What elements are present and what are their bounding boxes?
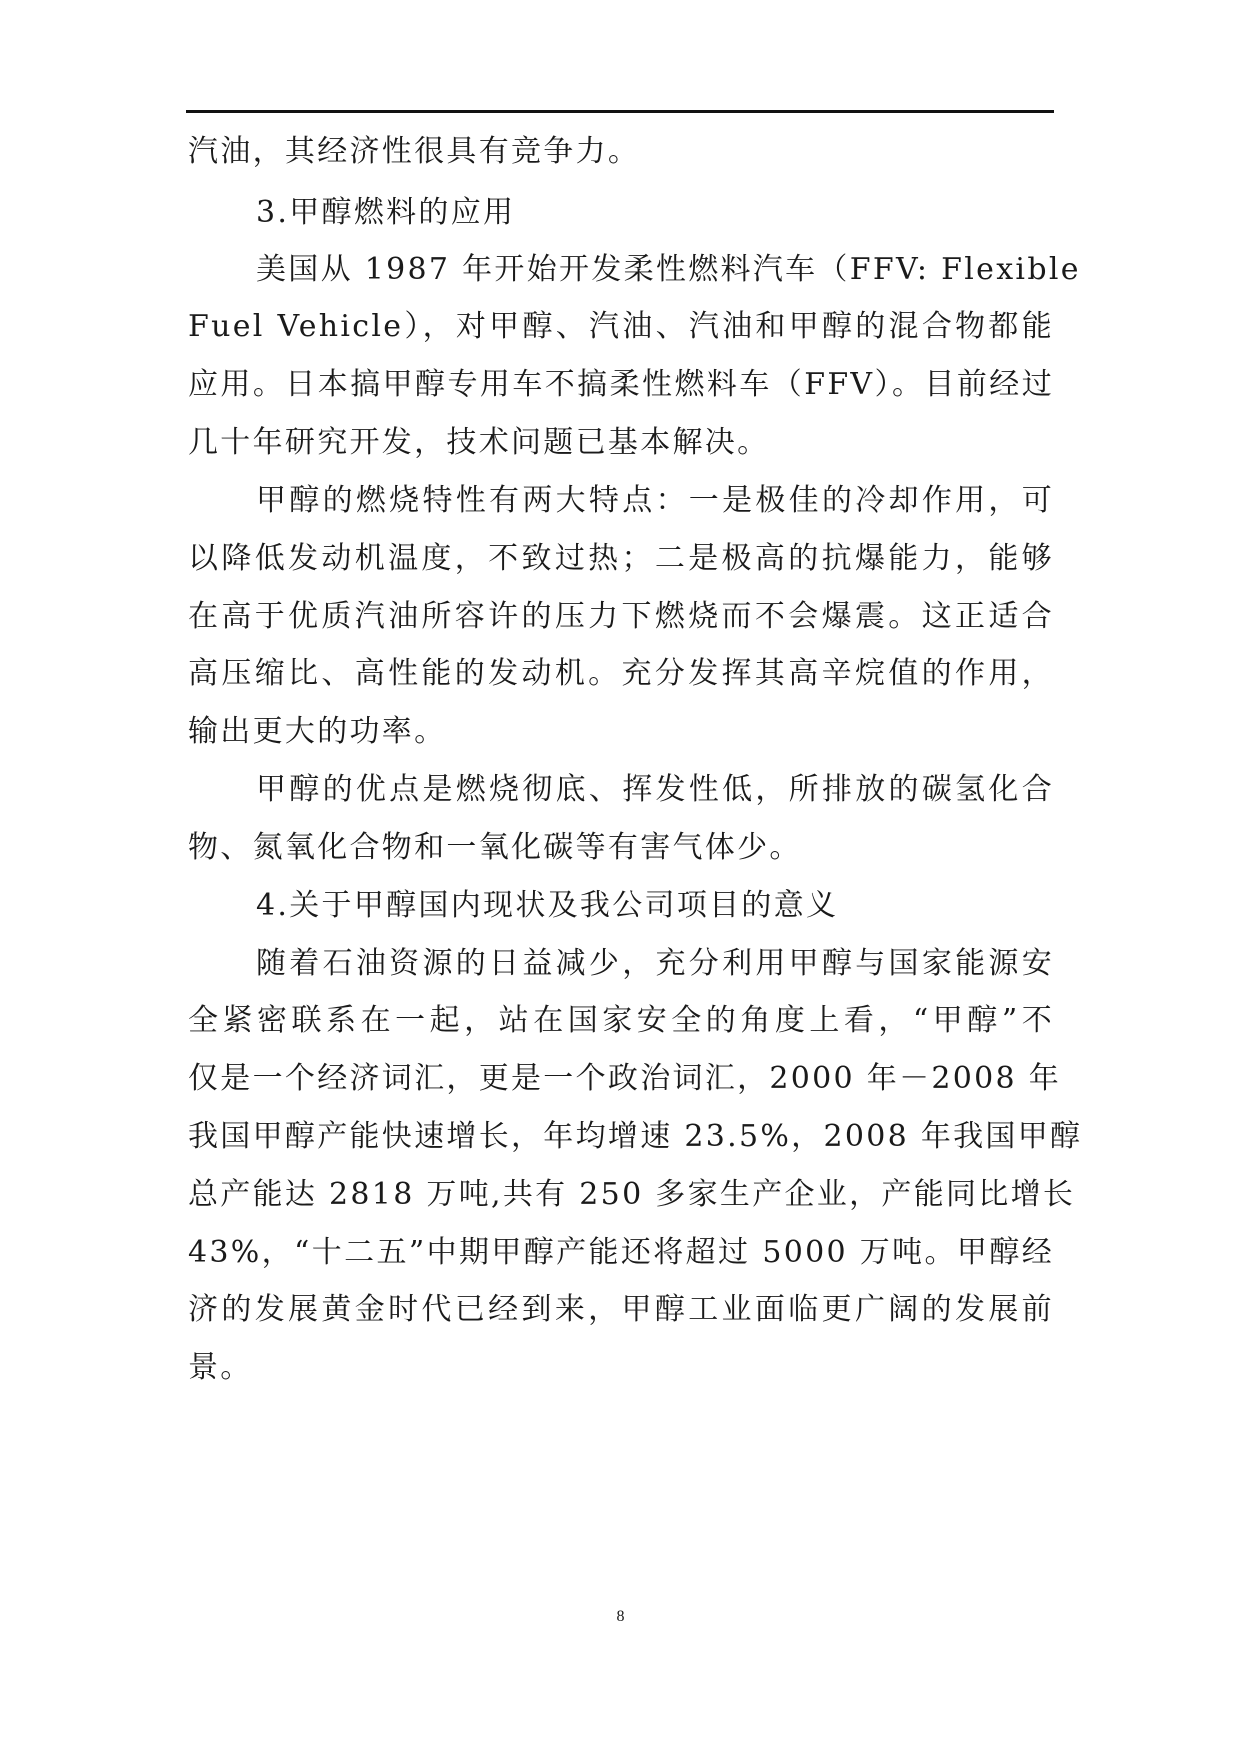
text-line: 仅是一个经济词汇，更是一个政治词汇，2000 年－2008 年 <box>188 1061 1062 1096</box>
text-line: 甲醇的优点是燃烧彻底、挥发性低，所排放的碳氢化合 <box>256 772 1054 807</box>
section-heading: 4.关于甲醇国内现状及我公司项目的意义 <box>256 888 839 923</box>
text-line: 高压缩比、高性能的发动机。充分发挥其高辛烷值的作用， <box>188 656 1054 691</box>
text-line: 我国甲醇产能快速增长，年均增速 23.5%，2008 年我国甲醇 <box>188 1119 1083 1154</box>
text-line: 物、氮氧化合物和一氧化碳等有害气体少。 <box>188 830 802 865</box>
text-line: 全紧密联系在一起，站在国家安全的角度上看，“甲醇”不 <box>188 1003 1054 1038</box>
text-line: 以降低发动机温度，不致过热；二是极高的抗爆能力，能够 <box>188 541 1054 576</box>
text-line: 汽油，其经济性很具有竞争力。 <box>188 134 641 169</box>
text-line: 输出更大的功率。 <box>188 714 447 749</box>
text-line: 43%，“十二五”中期甲醇产能还将超过 5000 万吨。甲醇经 <box>188 1235 1054 1270</box>
text-line: 美国从 1987 年开始开发柔性燃料汽车（FFV: Flexible <box>256 252 1081 287</box>
text-line: 应用。日本搞甲醇专用车不搞柔性燃料车（FFV）。目前经过 <box>188 367 1054 402</box>
text-line: 济的发展黄金时代已经到来，甲醇工业面临更广阔的发展前 <box>188 1292 1054 1327</box>
text-line: 几十年研究开发，技术问题已基本解决。 <box>188 425 770 460</box>
text-line: 甲醇的燃烧特性有两大特点：一是极佳的冷却作用，可 <box>256 483 1054 518</box>
header-rule <box>186 110 1054 113</box>
text-line: 在高于优质汽油所容许的压力下燃烧而不会爆震。这正适合 <box>188 599 1054 634</box>
text-line: 景。 <box>188 1350 253 1385</box>
text-line: Fuel Vehicle），对甲醇、汽油、汽油和甲醇的混合物都能 <box>188 309 1054 344</box>
text-line: 总产能达 2818 万吨,共有 250 多家生产企业，产能同比增长 <box>188 1177 1076 1212</box>
section-heading: 3.甲醇燃料的应用 <box>256 195 516 230</box>
page-number: 8 <box>616 1608 625 1625</box>
text-line: 随着石油资源的日益减少，充分利用甲醇与国家能源安 <box>256 946 1054 981</box>
